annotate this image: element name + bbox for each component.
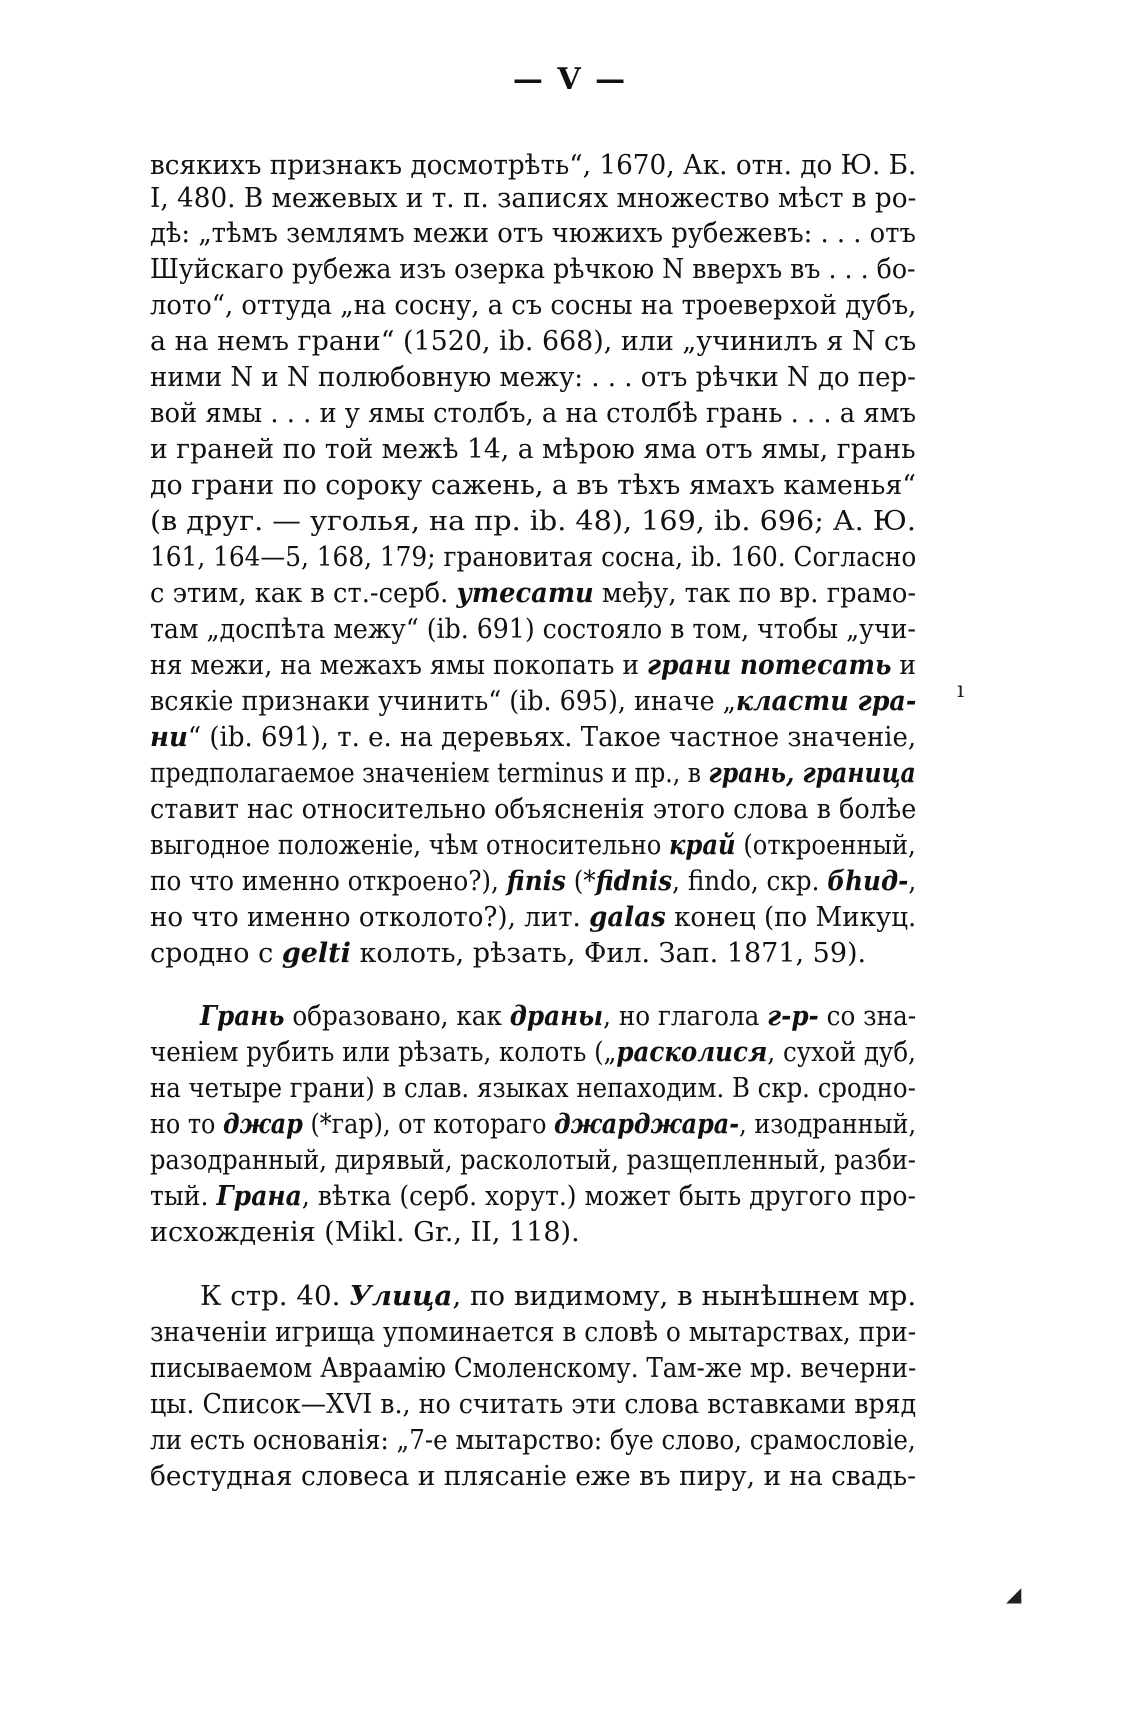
text-line — [150, 290, 916, 330]
margin-mark: ı — [957, 678, 965, 703]
text-line — [150, 254, 916, 294]
text-run: но то — [150, 1109, 223, 1140]
italic-term: утесати — [456, 578, 594, 609]
text-run: , сухой дуб, — [767, 1037, 916, 1068]
text-run: бестудная словеса и плясаніе еже въ пиру, и на свадь- — [150, 1461, 916, 1492]
text-line — [150, 326, 916, 366]
text-run: (откроенный, — [735, 830, 916, 861]
text-run: но что именно отколото?), лит. — [150, 902, 590, 933]
italic-term: драны — [509, 1001, 604, 1032]
text-run: там „доспѣта межу“ (ib. 691) состояло в том, чтобы „учи- — [150, 614, 916, 645]
text-run: дѣ: „тѣмъ землямъ межи отъ чюжихъ рубежевъ: . . . отъ — [150, 218, 916, 249]
text-line — [150, 1073, 916, 1113]
text-line — [150, 866, 916, 906]
italic-term: расколися — [616, 1037, 768, 1068]
text-run: , findo, скр. — [672, 866, 828, 897]
italic-term: Улица — [349, 1281, 453, 1312]
text-run: ли есть основанія: „7-е мытарство: буе слово, срамословіе, — [150, 1425, 916, 1456]
text-run: всякихъ признакъ досмотрѣть“, 1670, Ак. отн. до Ю. Б. — [150, 150, 917, 181]
text-line — [150, 722, 916, 762]
text-line — [150, 1181, 916, 1221]
italic-term: грани потесать — [646, 650, 892, 681]
text-line — [150, 1425, 916, 1465]
text-run: “ (ib. 691), т. е. на деревьях. Такое частное значеніе, — [187, 722, 917, 753]
text-run: выгодное положеніе, чѣм относительно — [150, 830, 670, 861]
text-run: Шуйскаго рубежа изъ озерка рѣчкою N вверхъ въ . . . бо- — [150, 254, 916, 285]
text-run: (в друг. — уголья, на пр. ib. 48), 169, ib. 696; А. Ю. — [150, 506, 917, 537]
text-run: лото“, оттуда „на сосну, а съ сосны на троеверхой дубъ, — [150, 290, 917, 321]
text-run: по что именно откроено?), — [150, 866, 507, 897]
italic-term: джар — [222, 1109, 303, 1140]
italic-term: г-р- — [767, 1001, 819, 1032]
text-run: цы. Список—XVI в., но считать эти слова вставками вряд — [150, 1389, 917, 1420]
text-run: конец (по Микуц. — [665, 902, 917, 933]
text-run: (*гар), от котораго — [302, 1109, 555, 1140]
text-run: на четыре грани) в слав. языках непаходим. В скр. сродно- — [150, 1073, 916, 1104]
text-line — [150, 218, 916, 258]
text-run: исхожденія (Mikl. Gr., II, 118). — [150, 1217, 580, 1248]
text-line — [150, 794, 916, 834]
italic-term: край — [669, 830, 736, 861]
italic-term: ни — [150, 722, 188, 753]
text-line — [150, 1461, 916, 1501]
text-line — [150, 362, 916, 402]
margin-mark: ◢ — [1006, 1582, 1022, 1606]
text-run: значеніи игрища упоминается в словѣ о мытарствах, при- — [150, 1317, 917, 1348]
text-run: I, 480. В межевых и т. п. записях множество мѣст в ро- — [150, 183, 917, 214]
text-run: разодранный, дирявый, расколотый, разщепленный, разби- — [150, 1145, 916, 1176]
text-line — [150, 506, 916, 546]
text-run: а на немъ грани“ (1520, ib. 668), или „учинилъ я N съ — [150, 326, 917, 357]
text-run: вой ямы . . . и у ямы столбъ, а на столбѣ грань . . . а ямъ — [150, 398, 916, 429]
text-run: до грани по сороку сажень, а въ тѣхъ ямахъ каменья“ — [150, 470, 917, 501]
text-line — [150, 650, 916, 690]
text-run: писываемом Авраамію Смоленскому. Там-же мр. вечерни- — [150, 1353, 917, 1384]
text-line — [150, 470, 916, 510]
italic-term: бhид- — [827, 866, 909, 897]
text-run: со зна- — [818, 1001, 917, 1032]
text-line — [150, 1217, 580, 1257]
text-run: , по видимому, в нынѣшнем мр. — [452, 1281, 917, 1312]
text-line — [150, 686, 916, 726]
text-line — [200, 1281, 916, 1321]
text-run: предполагаемое значеніем terminus и пр., в — [150, 758, 709, 789]
text-run: К стр. 40. — [200, 1281, 350, 1312]
text-line — [150, 902, 916, 942]
text-line — [150, 614, 916, 654]
text-run: (* — [565, 866, 596, 897]
text-run: с этим, как в ст.-серб. — [150, 578, 457, 609]
text-run: , изодранный, — [739, 1109, 917, 1140]
text-run: 161, 164—5, 168, 179; грановитая сосна, ib. 160. Согласно — [150, 542, 917, 573]
text-line — [150, 830, 916, 870]
italic-term: fidnis — [595, 866, 673, 897]
text-run: ня межи, на межахъ ямы покопать и — [150, 650, 647, 681]
text-line — [150, 758, 916, 798]
italic-term: Грань — [200, 1001, 285, 1032]
italic-term: класти гра- — [735, 686, 917, 717]
text-run: сродно с — [150, 938, 282, 969]
text-line — [150, 1317, 916, 1357]
text-run: образовано, как — [284, 1001, 510, 1032]
page-number: — V — — [512, 62, 628, 97]
text-line — [150, 1353, 916, 1393]
text-run: , вѣтка (серб. хорут.) может быть другого про- — [301, 1181, 916, 1212]
text-run: , — [908, 866, 917, 897]
text-line — [150, 578, 916, 618]
text-line — [200, 1001, 916, 1041]
text-run: всякіе признаки учинить“ (ib. 695), иначе „ — [150, 686, 736, 717]
text-run: колоть, рѣзать, Фил. Зап. 1871, 59). — [350, 938, 867, 969]
text-run: ченіем рубить или рѣзать, колоть („ — [150, 1037, 617, 1068]
text-line — [150, 1109, 916, 1149]
text-line — [150, 1145, 916, 1185]
text-line — [150, 183, 916, 223]
italic-term: Грана — [216, 1181, 302, 1212]
italic-term: finis — [506, 866, 566, 897]
text-line — [150, 542, 916, 582]
text-line — [150, 1037, 916, 1077]
text-run: ними N и N полюбовную межу: . . . отъ рѣчки N до пер- — [150, 362, 916, 393]
text-run: ставит нас относительно объясненія этого слова в болѣе — [150, 794, 917, 825]
text-run: и граней по той межѣ 14, а мѣрою яма отъ ямы, грань — [150, 434, 916, 465]
italic-term: грань, граница — [708, 758, 916, 789]
italic-term: galas — [589, 902, 666, 933]
text-line — [150, 398, 916, 438]
italic-term: джарджара- — [554, 1109, 740, 1140]
text-line — [150, 938, 866, 978]
text-run: међу, так по вр. грамо- — [593, 578, 917, 609]
italic-term: gelti — [281, 938, 351, 969]
text-line — [150, 1389, 916, 1429]
text-run: и — [891, 650, 917, 681]
text-run: тый. — [150, 1181, 217, 1212]
text-line — [150, 434, 916, 474]
text-run: , но глагола — [603, 1001, 768, 1032]
